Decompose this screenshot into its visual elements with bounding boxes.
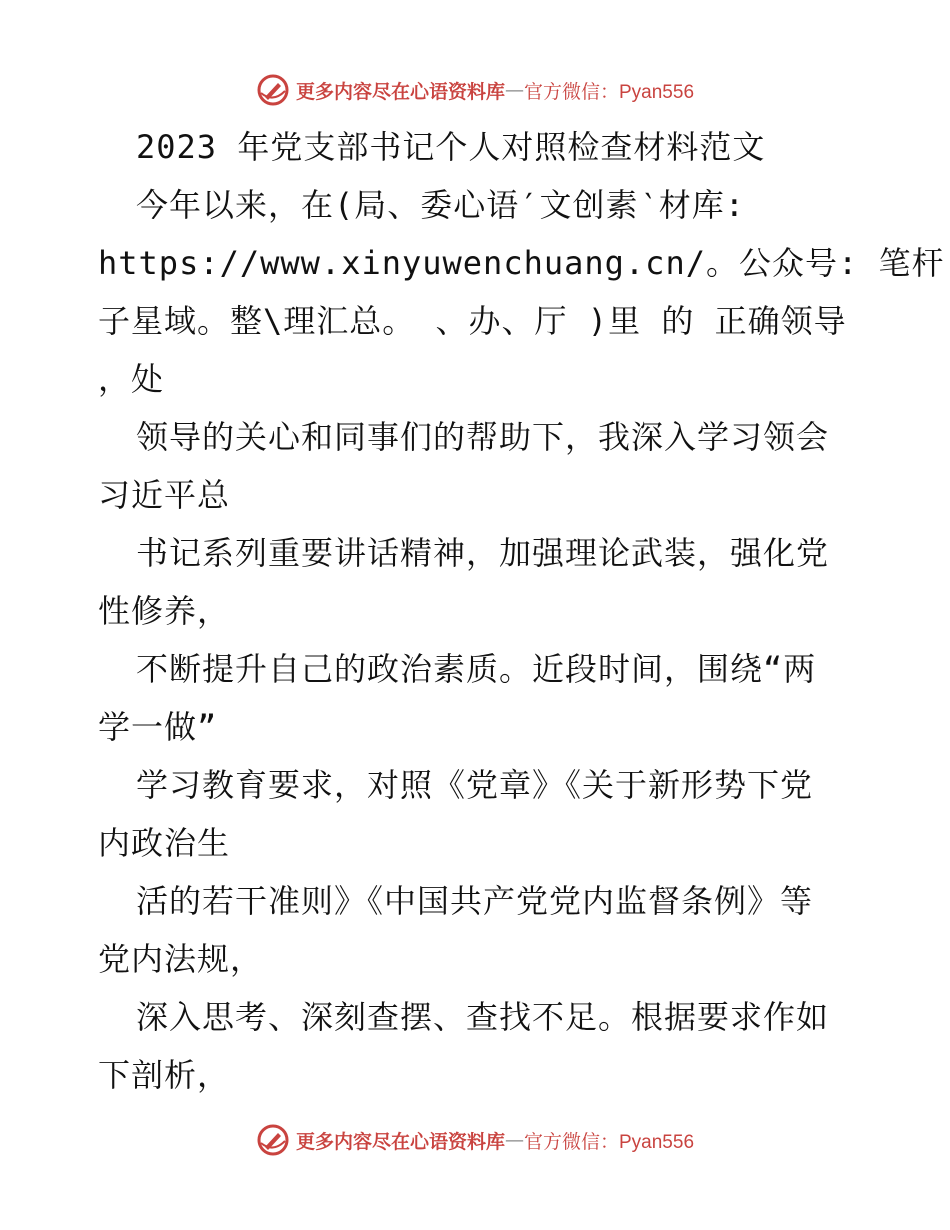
paragraph-line: 内政治生 xyxy=(98,824,231,862)
paragraph-line: 学习教育要求，对照《党章》《关于新形势下党 xyxy=(136,766,814,804)
paragraph-line: 活的若干准则》《中国共产党党内监督条例》等 xyxy=(136,882,814,920)
paragraph-line: 不断提升自己的政治素质。近段时间，围绕“两 xyxy=(136,650,817,688)
watermark-separator: — xyxy=(505,79,524,101)
paragraph-line: https://www.xinyuwenchuang.cn/。公众号: 笔杆 xyxy=(98,244,945,282)
paragraph-line: 性修养， xyxy=(98,592,231,630)
document-title: 2023 年党支部书记个人对照检查材料范文 xyxy=(136,128,766,166)
paragraph-line: ，处 xyxy=(98,360,165,398)
footer-watermark xyxy=(0,1120,950,1160)
paragraph-line: 今年以来，在(局、委心语′文创素‵材库: xyxy=(136,186,746,224)
watermark-separator: — xyxy=(505,1129,524,1151)
paragraph-line: 领导的关心和同事们的帮助下，我深入学习领会 xyxy=(136,418,830,456)
paragraph-line: 子星域。整\理汇总。 、办、厅 )里 的 正确领导 xyxy=(98,302,847,340)
watermark-text: 更多内容尽在心语资料库 xyxy=(295,1130,505,1153)
header-watermark xyxy=(0,70,950,110)
pen-ribbon-icon xyxy=(256,73,290,107)
paragraph-line: 党内法规， xyxy=(98,940,264,978)
document-body xyxy=(98,118,945,1104)
paragraph-line: 习近平总 xyxy=(98,476,231,514)
watermark-contact: 官方微信：Pyan556 xyxy=(524,81,695,103)
pen-ribbon-icon xyxy=(256,1123,290,1157)
paragraph-line: 学一做” xyxy=(98,708,218,746)
watermark-text: 更多内容尽在心语资料库 xyxy=(295,80,505,103)
paragraph-line: 下剖析， xyxy=(98,1056,231,1094)
watermark-contact: 官方微信：Pyan556 xyxy=(524,1131,695,1153)
paragraph-line: 书记系列重要讲话精神，加强理论武装，强化党 xyxy=(136,534,830,572)
paragraph-line: 深入思考、深刻查摆、查找不足。根据要求作如 xyxy=(136,998,830,1036)
